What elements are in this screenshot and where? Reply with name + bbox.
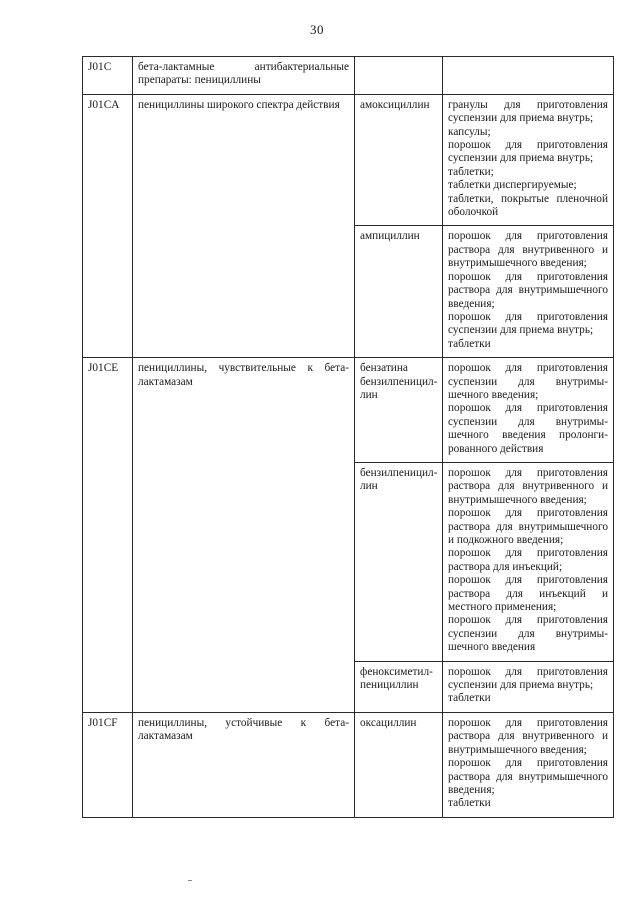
table-row	[83, 94, 614, 226]
dosage-form: порошок для приготовления суспензии для приема внутрь;	[448, 310, 608, 337]
table-row	[83, 712, 614, 817]
atc-code-cell	[83, 712, 133, 817]
group-name-cell	[133, 358, 355, 713]
dosage-form: таблетки, покрытые пленочной оболочкой	[448, 192, 608, 219]
dosage-form: порошок для приготовления раствора для внутривенного и внутримышечного введения;	[448, 230, 608, 270]
table-body	[83, 57, 614, 818]
group-name: пенициллины, устойчивые к бета-лактамазам	[138, 716, 349, 743]
dosage-form: капсулы;	[448, 125, 491, 138]
atc-code: J01CF	[88, 716, 118, 729]
drug-name-line: бензилпеницил-	[360, 466, 438, 479]
atc-code-cell	[83, 94, 133, 357]
dosage-form: порошок для приготовления суспензии для приема внутрь;	[448, 665, 608, 692]
dosage-forms-cell	[443, 712, 614, 817]
dosage-forms-cell	[443, 226, 614, 358]
dosage-form: таблетки	[448, 337, 491, 350]
atc-code: J01C	[88, 61, 112, 73]
drug-name-cell	[355, 94, 443, 226]
drug-name-line: оксациллин	[360, 716, 417, 729]
drug-name-cell	[355, 712, 443, 817]
dosage-form: таблетки;	[448, 165, 494, 178]
drug-name-line: феноксиметил-	[360, 665, 433, 678]
dosage-form: порошок для приготовления суспензии для внутримы-шечного введения пролонги-рованного действия	[448, 402, 608, 455]
group-name: пенициллины широкого спектра действия	[138, 98, 340, 111]
dosage-forms-cell	[443, 661, 614, 712]
group-name: пенициллины, чувствительные к бета-лактамазам	[138, 362, 349, 388]
drug-name-cell	[355, 226, 443, 358]
table-row	[83, 358, 614, 463]
drug-name-line: лин	[360, 388, 378, 401]
drug-name-line: лин	[360, 480, 378, 493]
dosage-form: порошок для приготовления раствора для инъекций и местного применения;	[448, 574, 608, 614]
dosage-forms-cell	[443, 462, 614, 661]
drug-name-line: пенициллин	[360, 679, 419, 692]
dosage-form: порошок для приготовления раствора для внутримышечного введения;	[448, 270, 608, 310]
dosage-form: порошок для приготовления суспензии для внутримы-шечного введения;	[448, 362, 608, 401]
scan-mark	[188, 880, 192, 881]
atc-code-cell	[83, 358, 133, 713]
dosage-form: таблетки диспергируемые;	[448, 179, 577, 192]
atc-code: J01CE	[88, 362, 119, 375]
drug-name-cell	[355, 57, 443, 95]
drug-name-line: амоксициллин	[360, 98, 430, 111]
dosage-form: таблетки	[448, 797, 491, 810]
drug-name-line: ампициллин	[360, 230, 420, 243]
dosage-form: таблетки	[448, 692, 491, 705]
atc-code-cell	[83, 57, 133, 95]
drug-name-cell	[355, 358, 443, 463]
dosage-forms-cell	[443, 57, 614, 95]
dosage-forms-cell	[443, 358, 614, 463]
group-name-cell	[133, 94, 355, 357]
dosage-form: гранулы для приготовления суспензии для приема внутрь;	[448, 98, 608, 125]
drug-name-line: бензилпеницил-	[360, 375, 438, 388]
drug-name-line: бензатина	[360, 362, 408, 375]
group-name-cell	[133, 57, 355, 95]
dosage-forms-cell	[443, 94, 614, 226]
dosage-form: порошок для приготовления суспензии для внутримы-шечного введения	[448, 614, 608, 654]
atc-code: J01CA	[88, 98, 120, 111]
dosage-form: порошок для приготовления суспензии для приема внутрь;	[448, 139, 608, 165]
dosage-form: порошок для приготовления раствора для внутривенного и внутримышечного введения;	[448, 466, 608, 506]
drug-name-cell	[355, 462, 443, 661]
page-number: 30	[310, 22, 324, 37]
dosage-form: порошок для приготовления раствора для внутримышечного и подкожного введения;	[448, 507, 608, 546]
dosage-form: порошок для приготовления раствора для инъекций;	[448, 547, 608, 573]
drug-classification-table	[82, 56, 614, 818]
group-name-cell	[133, 712, 355, 817]
dosage-form: порошок для приготовления раствора для внутривенного и внутримышечного введения;	[448, 716, 608, 756]
group-name: бета-лактамные антибактериальные препараты: пенициллины	[138, 61, 349, 87]
drug-name-cell	[355, 661, 443, 712]
table-row	[83, 57, 614, 95]
dosage-form: порошок для приготовления раствора для внутримышечного введения;	[448, 757, 608, 796]
